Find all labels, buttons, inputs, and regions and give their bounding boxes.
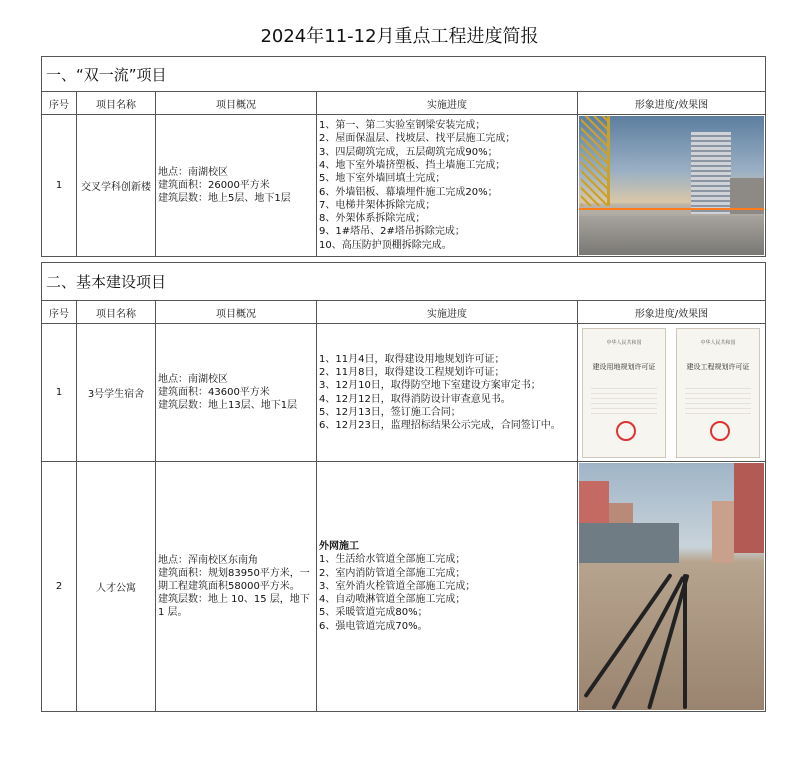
column-header-name: 项目名称 [77,301,156,324]
column-header-progress: 实施进度 [317,301,578,324]
overview-line: 地点：浑南校区东南角 [158,555,258,566]
tower-crane [581,116,610,206]
column-header-overview: 项目概况 [156,301,317,324]
progress-item: 3、室外消火栓管道全部施工完成； [319,580,476,592]
progress-item: 8、外架体系拆除完成； [319,213,426,225]
pipeline-photo-cell [578,462,766,712]
building [734,463,764,553]
section-heading: 二、基本建设项目 [42,263,766,301]
permit-images-cell [578,324,766,462]
section-table-basic-construction [41,262,766,712]
progress-subtitle: 外网施工 [319,540,359,552]
progress-item: 7、电梯井架体拆除完成； [319,199,436,211]
table-row [42,324,766,462]
project-overview [156,115,317,257]
project-progress [317,324,578,462]
red-seal [710,421,730,441]
railing [579,208,764,210]
roof-surface [579,216,764,255]
construction-permit-image [676,328,760,458]
row-number: 1 [42,324,77,462]
progress-item: 4、自动喷淋管道全部施工完成； [319,594,466,606]
red-seal [616,421,636,441]
building [712,501,734,563]
overview-line: 建筑面积：43600平方米 [158,387,270,398]
progress-item: 4、地下室外墙挤塑板、挡土墙施工完成； [319,159,506,171]
permit-name: 建设用地规划许可证 [592,363,656,371]
progress-item: 6、强电管道完成70%。 [319,620,428,632]
project-name: 3号学生宿舍 [77,324,156,462]
page-title: 2024年11-12月重点工程进度简报 [260,26,539,47]
progress-item: 9、1#塔吊、2#塔吊拆除完成； [319,226,465,238]
project-overview [156,324,317,462]
progress-item: 1、第一、第二实验室钢梁安装完成； [319,120,486,132]
progress-item: 10、高压防护顶棚拆除完成。 [319,239,452,251]
column-header-no: 序号 [42,92,77,115]
column-header-name: 项目名称 [77,92,156,115]
progress-item: 2、11月8日，取得建设工程规划许可证； [319,366,505,378]
progress-item: 3、12月10日，取得防空地下室建设方案审定书； [319,380,541,392]
permit-text-lines [591,388,657,414]
project-progress [317,115,578,257]
progress-item: 6、12月23日，监理招标结果公示完成，合同签订中。 [319,420,561,432]
section-heading: 一、“双一流”项目 [42,57,766,92]
progress-item: 2、屋面保温层、找坡层、找平层施工完成； [319,133,516,145]
table-row [42,462,766,712]
overview-line: 建筑面积：26000平方米 [158,180,270,191]
table-row [42,115,766,257]
land-use-permit-image [582,328,666,458]
project-progress [317,462,578,712]
column-header-progress: 实施进度 [317,92,578,115]
pipe [683,574,687,709]
permit-header: 中华人民共和国 [700,340,736,346]
construction-photo [579,116,764,255]
progress-item: 5、12月13日，签订施工合同； [319,406,461,418]
overview-line: 建筑层数：地上5层、地下1层 [158,193,291,204]
column-header-image: 形象进度/效果图 [578,301,766,324]
overview-line: 建筑面积：规划83950平方米，一期工程建筑面积58000平方米。 [158,568,310,592]
project-name: 人才公寓 [77,462,156,712]
overview-line: 建筑层数：地上 10、15 层，地下 1 层。 [158,594,310,618]
pipeline-trench-photo [579,463,764,710]
building [691,132,731,214]
column-header-image: 形象进度/效果图 [578,92,766,115]
progress-item: 2、室内消防管道全部施工完成； [319,567,466,579]
progress-item: 3、四层砌筑完成，五层砌筑完成90%； [319,146,498,158]
progress-item: 5、地下室外墙回填土完成； [319,173,446,185]
fence [579,523,679,563]
row-number: 1 [42,115,77,257]
permit-header: 中华人民共和国 [606,340,642,346]
progress-item: 1、生活给水管道全部施工完成； [319,554,466,566]
project-overview [156,462,317,712]
progress-item: 1、11月4日，取得建设用地规划许可证； [319,353,505,365]
progress-item: 4、12月12日，取得消防设计审查意见书。 [319,393,511,405]
row-number: 2 [42,462,77,712]
column-header-no: 序号 [42,301,77,324]
construction-photo-cell [578,115,766,257]
progress-item: 6、外墙铝板、幕墙埋件施工完成20%； [319,186,498,198]
column-header-overview: 项目概况 [156,92,317,115]
progress-item: 5、采暖管道完成80%； [319,607,428,619]
permit-name: 建设工程规划许可证 [686,363,750,371]
overview-line: 建筑层数：地上13层、地下1层 [158,400,298,411]
permit-text-lines [685,388,751,414]
overview-line: 地点：南湖校区 [158,374,228,385]
section-table-double-first-class [41,56,766,257]
project-name: 交叉学科创新楼 [77,115,156,257]
overview-line: 地点：南湖校区 [158,167,228,178]
